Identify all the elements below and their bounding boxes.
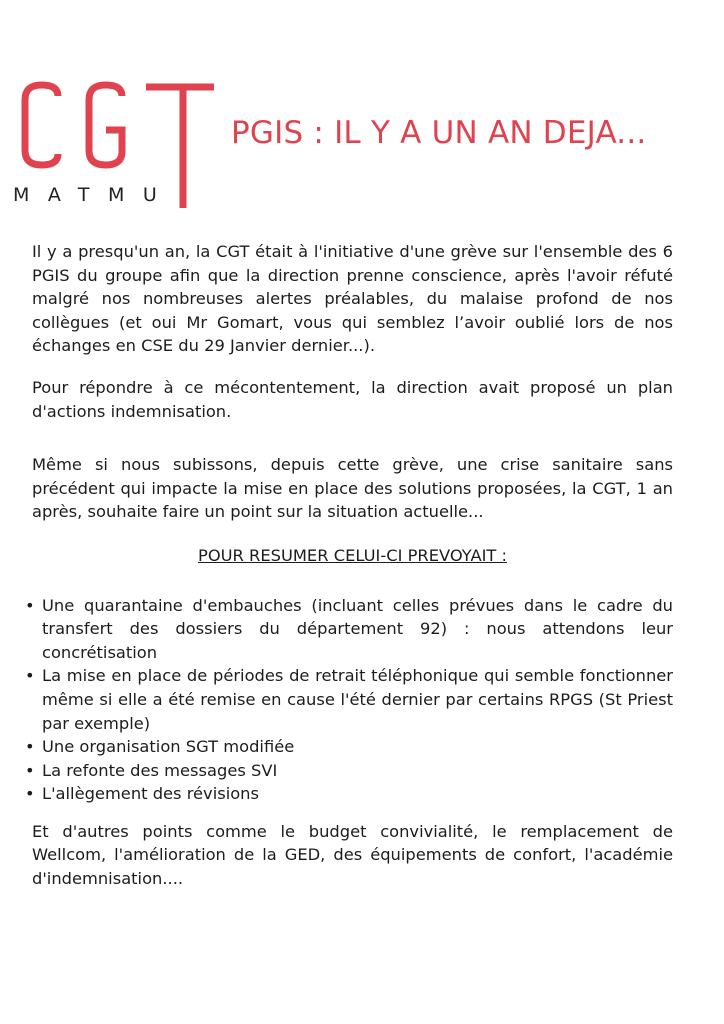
logo-letter-c <box>25 85 58 165</box>
list-item <box>25 735 673 759</box>
cgt-matmu-logo <box>10 78 216 212</box>
bullet-icon: • <box>25 666 35 686</box>
bullet-icon: • <box>25 760 35 780</box>
bullet-list <box>25 594 673 806</box>
logo-letter-g <box>89 85 122 165</box>
page-title: PGIS : IL Y A UN AN DEJA... <box>231 115 647 151</box>
list-item <box>25 759 673 783</box>
bullet-icon: • <box>25 595 35 615</box>
article-body <box>25 240 673 909</box>
paragraph-intro: Il y a presqu'un an, la CGT était à l'initiative d'une grève sur l'ensemble des 6 PGIS du groupe afin que la direction prenne conscience, après l'avoir réfuté malgré nos nombreuses alertes préalables, du malaise profond de nos collègues (et oui Mr Gomart, vous qui semblez l’avoir oublié lors de nos échanges en CSE du 29 Janvier dernier...). <box>32 242 673 356</box>
logo-subtitle: MATMU <box>13 184 176 206</box>
paragraph-plan: Pour répondre à ce mécontentement, la direction avait proposé un plan d'actions indemnisation. <box>32 377 673 421</box>
list-item-text: La refonte des messages SVI <box>42 760 278 780</box>
list-item <box>25 782 673 806</box>
list-item-text: Une organisation SGT modifiée <box>42 737 295 757</box>
list-item-text: Une quarantaine d'embauches (incluant celles prévues dans le cadre du transfert des dossiers du département 92) : nous attendons leur concrétisation <box>42 595 673 662</box>
list-item <box>25 664 673 735</box>
bullet-icon: • <box>25 737 35 757</box>
list-item-text: L'allègement des révisions <box>42 784 259 804</box>
paragraph-situation: Même si nous subissons, depuis cette grève, une crise sanitaire sans précédent qui impacte la mise en place des solutions proposées, la CGT, 1 an après, souhaite faire un point sur la situation actuelle... <box>32 455 673 522</box>
section-heading: POUR RESUMER CELUI-CI PREVOYAIT : <box>198 545 507 565</box>
bullet-icon: • <box>25 784 35 804</box>
list-item <box>25 594 673 665</box>
list-item-text: La mise en place de périodes de retrait téléphonique qui semble fonctionner même si elle a été remise en cause l'été dernier par certains RPGS (St Priest par exemple) <box>42 666 673 733</box>
paragraph-closing: Et d'autres points comme le budget convivialité, le remplacement de Wellcom, l'amélioration de la GED, des équipements de confort, l'académie d'indemnisation.... <box>32 821 673 889</box>
